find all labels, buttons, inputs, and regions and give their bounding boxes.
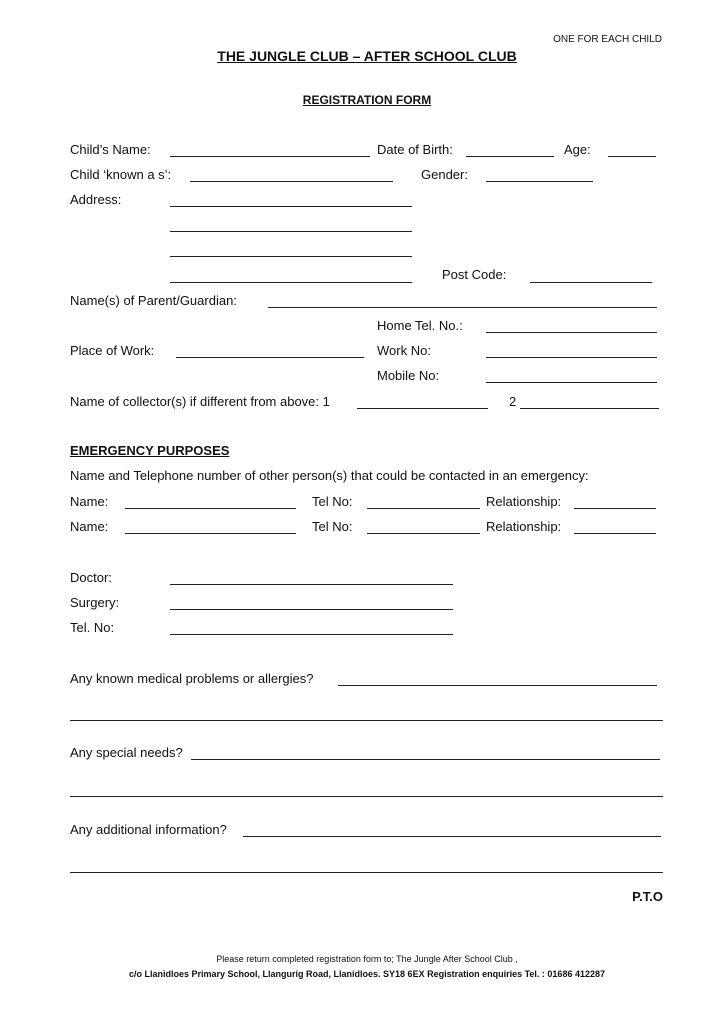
medical-tel-field[interactable] [170,634,453,635]
emergency-intro: Name and Telephone number of other person(s) that could be contacted in an emergency: [70,468,589,483]
additional-info-label: Any additional information? [70,822,227,837]
mobile-label: Mobile No: [377,368,440,383]
emergency-name-label-2: Name: [70,519,109,534]
allergies-field-2[interactable] [70,720,663,721]
known-as-label: Child ‘known a s’: [70,167,172,182]
home-tel-label: Home Tel. No.: [377,318,463,333]
copy-note: ONE FOR EACH CHILD [553,34,662,45]
emergency-tel-label-1: Tel No: [312,494,353,509]
gender-label: Gender: [421,167,468,182]
footer-line-1: Please return completed registration form to; The Jungle After School Club , [216,954,518,964]
dob-label: Date of Birth: [377,142,453,157]
address-field-2[interactable] [170,231,412,232]
postcode-field[interactable] [530,282,652,283]
address-field-3[interactable] [170,256,412,257]
additional-info-field-2[interactable] [70,872,663,873]
age-label: Age: [564,142,591,157]
address-label: Address: [70,192,122,207]
work-place-label: Place of Work: [70,343,155,358]
emergency-tel-field-1[interactable] [367,508,480,509]
child-name-label: Child’s Name: [70,142,151,157]
medical-tel-label: Tel. No: [70,620,115,635]
form-title: THE JUNGLE CLUB – AFTER SCHOOL CLUB [217,48,517,64]
surgery-label: Surgery: [70,595,120,610]
emergency-name-field-2[interactable] [125,533,296,534]
surgery-field[interactable] [170,609,453,610]
pto-text: P.T.O [632,889,663,904]
emergency-name-field-1[interactable] [125,508,296,509]
doctor-label: Doctor: [70,570,112,585]
work-no-label: Work No: [377,343,431,358]
home-tel-field[interactable] [486,332,657,333]
emergency-relationship-field-1[interactable] [574,508,656,509]
emergency-heading: EMERGENCY PURPOSES [70,443,230,458]
allergies-field-1[interactable] [338,685,657,686]
gender-field[interactable] [486,181,593,182]
emergency-relationship-label-2: Relationship: [486,519,562,534]
collector-label: Name of collector(s) if different from above: 1 [70,394,330,409]
collector-2-label: 2 [509,394,517,409]
parent-name-label: Name(s) of Parent/Guardian: [70,293,237,308]
special-needs-label: Any special needs? [70,745,183,760]
emergency-name-label-1: Name: [70,494,109,509]
mobile-field[interactable] [486,382,657,383]
emergency-relationship-label-1: Relationship: [486,494,562,509]
doctor-field[interactable] [170,584,453,585]
work-place-field[interactable] [176,357,364,358]
emergency-relationship-field-2[interactable] [574,533,656,534]
additional-info-field-1[interactable] [243,836,661,837]
child-name-field[interactable] [170,156,370,157]
form-subtitle: REGISTRATION FORM [302,93,432,107]
address-field-1[interactable] [170,206,412,207]
emergency-tel-label-2: Tel No: [312,519,353,534]
known-as-field[interactable] [190,181,393,182]
postcode-label: Post Code: [442,267,507,282]
parent-name-field[interactable] [268,307,657,308]
age-field[interactable] [608,156,656,157]
special-needs-field-2[interactable] [70,796,663,797]
address-field-4[interactable] [170,282,412,283]
dob-field[interactable] [466,156,554,157]
allergies-label: Any known medical problems or allergies? [70,671,314,686]
work-no-field[interactable] [486,357,657,358]
footer-line-2: c/o Llanidloes Primary School, Llangurig Road, Llanidloes. SY18 6EX Registration enquiries Tel. : 01686 412287 [129,969,605,979]
emergency-tel-field-2[interactable] [367,533,480,534]
special-needs-field-1[interactable] [191,759,660,760]
collector-1-field[interactable] [357,408,488,409]
collector-2-field[interactable] [520,408,659,409]
